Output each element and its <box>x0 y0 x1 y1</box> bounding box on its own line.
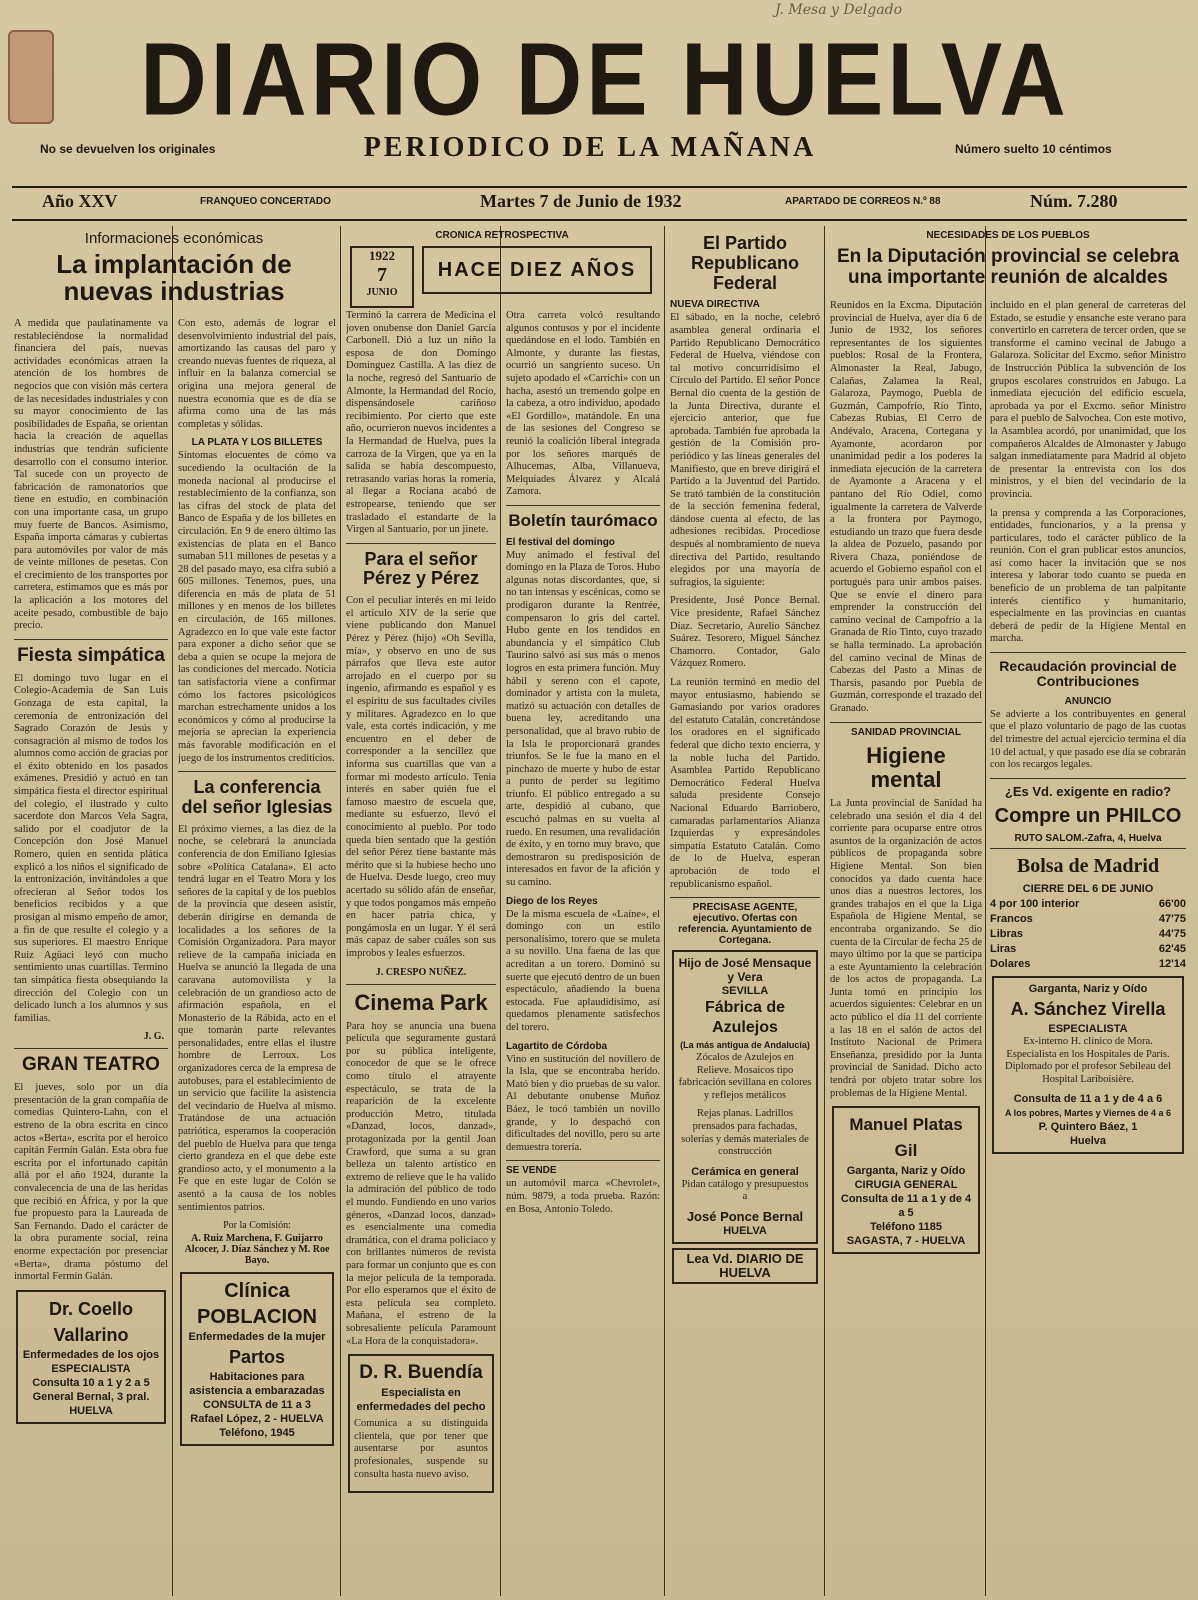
clinica-ad <box>180 1272 334 1446</box>
apartado-label: APARTADO DE CORREOS N.º 88 <box>785 196 941 207</box>
sanidad-body-continued: la prensa y comprenda a las Corporaciones, entidades, funcionarios, y a la prensa y particulares, todo el carácter público de la reunión. Con el gran publicar estos anuncios, así como hacer la invitación que se nos interesa y laborar todo cuanto se pueda en beneficio de un problema de tan palpitante interés científico y humanitario, especialmente en las provincias en cuantas deberá de pedir de la Higiene Mental en marcha. <box>990 507 1186 645</box>
diego-body: De la misma escuela de «Laíne», el domingo con un estilo personalísimo, torero que se muleta a su novillo. Una faena de las que acreditan a un torero. Dominó su suerte que ejecutó dentro de un buen espectáculo, añadiendo la buena estocada. Fue aplaudidísimo, así quedamos plenamente satisfechos del torero. <box>506 908 660 1033</box>
cronica-body-continued: Otra carreta volcó resultando algunos contusos y por el incidente quedándose en el lodo. También en Almonte, y durante las fiestas, ocurrió un sangriento suceso. Un sujeto apodado el «Carrichi» con un hacha, asestó un tremendo golpe en la cabeza, a otro individuo, apodado «El Gordillo», matándole. En una de las sesiones del Congreso se reunió la coalición liberal integrada por los señores marqués de Alhucemas, Alba, Villanueva, Melquíades Álvarez y Alcalá Zamora. <box>506 310 660 498</box>
ad-line: Huelva <box>1069 1135 1107 1148</box>
cronica-date-box <box>350 246 414 308</box>
divider <box>670 897 820 898</box>
ad-line: Garganta, Nariz y Oído <box>846 1165 966 1178</box>
divider <box>506 505 660 506</box>
cronica-day: 7 <box>377 264 387 286</box>
cinema-title: Cinema Park <box>354 989 488 1015</box>
buendia-ad <box>348 1354 494 1493</box>
vende-body: un automóvil marca «Chevrolet», núm. 9879, a toda prueba. Razón: en Bosa, Antonio Toledo. <box>506 1178 660 1215</box>
fiesta-body: El domingo tuvo lugar en el Colegio-Academia de San Luis Gonzaga de esta capital, la ceremonia de entronización del Sagrado Corazón de Jesús y consagración al mismo de todos los alumnos como acción de gracias por el éxito obtenido en los pasados exámenes. Presidió y actuó en tan simpática fiesta el director espiritual del colegio, el ilustrado y culto sacerdote don Marcos Vela Sagra, salido por el coadjutor de la Concepción don José Manuel Romero, quien en sentida plática explicó a los niños el significado de la entronización, invitándoles a que ofrecieran al Señor todos los beneficios recibidos y a que prosigan al mismo empeño de amor, a fin de que resulte el colegio y a sus superiores. El maestro Enrique Ruiz Agüaci leyó con mucho sentimiento unas cuartillas. Termino tan simpática fiesta obsequiando la dirección del Colegio con un delicado lunch a los alumnos y sus familias. <box>14 672 168 1024</box>
philco-title: Compre un PHILCO <box>994 805 1182 828</box>
cronica-title-box <box>422 246 652 294</box>
stock-row <box>990 897 1186 912</box>
ad-name: Manuel Platas Gil <box>849 1115 963 1161</box>
coello-ad <box>16 1290 166 1424</box>
diputacion-headline: En la Diputación provincial se celebra una importante reunión de alcaldes <box>836 246 1180 288</box>
ad-line: Rafael López, 2 - HUELVA <box>190 1413 324 1426</box>
ad-line: HUELVA <box>69 1404 113 1417</box>
cronica-kicker: CRONICA RETROSPECTIVA <box>435 230 569 241</box>
diputacion-body: Reunidos en la Excma. Diputación provincial de Huelva, ayer día 6 de Junio de 1932, los señores representantes de los siguientes pueblos: Rosal de la Frontera, Almonaster la Real, Jabugo, Calañas, Zalamea la Real, Galaroza, Paymogo, Puebla de Guzmán, Campofrío, Río Tinto, Cabezas Rubias, El Cerro de Andévalo, Aracena, Cortegana y Ayamonte, acordaron por unanimidad pedir a los poderes la inmediata ejecución de la carretera de Ayamonte a Aracena y el pantano del Río Odiel, como igualmente la carretera de Valverde a la frontera por Paymogo, estudiando un trazo que fuera desde la aldea de Pozuelo, pasando por Rivera Chaza, poniéndose de acuerdo el Gobierno español con el portugués para unir ambos países. Que se envíe el dinero para emprender la construcción del camino vecinal de Campofrío a la Granada de Río Tinto, cuyo trazado se halla terminado. La aprobación del camino vecinal de Minas de Cabezas del Pasto a Minas de Tharsis, pasando por Puebla de Guzmán, corresponde el trazado del Granado. <box>830 300 982 714</box>
mensaque-ad <box>672 950 818 1244</box>
party-body-continued: La reunión terminó en medio del mayor entusiasmo, habiendo se Gamasiando por varios oradores del estatuto Catalán, concretándose los oradores en el significado federal que dicho texto encierra, y la noble lucha del Partido. Asamblea Partido Republicano Democrático Federal Huelva saluda presidente Consejo Nacional Eduardo Barriobero, camaradas parlamentarios Alianza Izquierdas y expresándoles simpatía Estatuto Catalán. Como de lo de Huelva, esperan aprobación de todo el republicanismo español. <box>670 677 820 890</box>
sanidad-body: La Junta provincial de Sanidad ha celebrado una sesión el día 4 del corriente para ocuparse entre otros asuntos de la organización de actos públicos de propaganda sobre Higiene Mental. Son bien conocidos ya dado cuenta hace unos días a nuestros lectores, los grandes trabajos en el que la Liga Española de Higiene Mental, se encontraba organizando. Se dio cuenta de la Circular de fecha 25 de mayo último por la que se participa a este Ayuntamiento la celebración de los actos de propaganda. La Junta tomó en principio los acuerdos siguientes: Celebrar en un acto público el día 11 del corriente a las 18 en el salón de actos del Instituto Nacional de Primera Enseñanza, presidido por la Junta provincial de Sanidad. Dicho acto tendrá por objeto tratar sobre los problemas de la Higiene Mental. <box>830 797 982 1099</box>
ad-line: Enfermedades de los ojos <box>22 1348 160 1361</box>
ad-name: A. Sánchez Virella <box>1010 999 1166 1020</box>
year-label: Año XXV <box>42 191 118 211</box>
ad-line: Cerámica en general <box>691 1165 799 1178</box>
perez-title: Para el señor Pérez y Pérez <box>362 548 480 589</box>
cronica-header <box>346 228 658 298</box>
ad-line: Garganta, Nariz y Oído <box>1028 983 1148 996</box>
handwritten-signature: J. Mesa y Delgado <box>775 2 903 18</box>
ad-line: SAGASTA, 7 - HUELVA <box>846 1235 966 1248</box>
ad-line: Enfermedades de la mujer <box>188 1331 326 1344</box>
divider <box>14 639 168 640</box>
lea-diario-ad <box>672 1248 818 1284</box>
teatro-body: El jueves, solo por un día presentación de la gran compañía de comedias Quintero-Lahn, con el estreno de la obra escrita en cinco actos «Berta», escrita por el heroico capitán Fermín Galán. Esta obra fue escrita por el infortunado capitán allá por el año 1924, durante la convalecencia de una de las heridas que recibió en África, y por la que fue propuesto para la Laureada de San Fernando. Dado el carácter de la obra puramente social, reina enorme expectación por presenciar «Berta», drama póstumo del inmortal Fermín Galán. <box>14 1082 168 1283</box>
stock-value: 44'75 <box>1158 928 1186 941</box>
divider <box>346 543 496 544</box>
toros-body: Muy animado el festival del domingo en la Plaza de Toros. Hubo algunas notas discordantes, que, si no tan intensas y escénicas, como se prodigaron durante la Rentrée, compensaron lo gris del cartel. Hubo gente en los tendidos en abundancia y el simpático Club Taurino salvó así sus más o menos logros en esta primera función. Muy hábil y sereno con el capote, dominador y artista con la muleta, matizó su actuación con detalles de buena ley, acreditando una personalidad, que al bravo rubio de la Isla le proporcionará grandes triunfos. Se le fue la mano en el pinchazo de muerte y hubo de estar a punto de perder su legítimo triunfo. El público entregado a su arte, despidió al cubano, que escuchó palmas en su vuelta al ruedo. En resumen, una revalidación de éxito, y en torno muy bravo, que demostraron su predisposición de interesados en favor de la afición y su camino. <box>506 549 660 889</box>
column-6 <box>830 300 982 1598</box>
masthead-title: DIARIO DE HUELVA <box>140 22 1070 138</box>
column-divider <box>664 226 665 1596</box>
stock-value: 62'45 <box>1158 943 1186 956</box>
virella-ad <box>992 976 1184 1154</box>
teatro-title: GRAN TEATRO <box>22 1054 160 1076</box>
stock-row <box>990 927 1186 942</box>
lagartito-title: Lagartito de Córdoba <box>506 1040 608 1052</box>
vende-label: SE VENDE <box>506 1165 557 1177</box>
diputacion-body-continued: incluido en el plan general de carreteras del Estado, se estudie y ensanche este verano para convertirlo en carretera de tercer orden, que se transforme el camino vecinal de Jabugo a Galaroza. Solicitar del Excmo. señor Ministro de Instrucción Pública la subvención de los grupos escolares construidos en Jabugo. La inmediata ejecución del edificio escuela, aprobada ya por el Excmo. señor Ministro para el pueblo de Salvochea. Con este motivo, la Asamblea acordó, por unanimidad, que los compañeros Alcaldes de Almonaster y Jabugo salgan inmediatamente para Madrid al objeto de presentar la entrevista con los dos ministros, y el bien del vecindario de la provincia. <box>990 300 1186 500</box>
divider <box>990 652 1186 653</box>
party-title: El Partido Republicano Federal <box>690 233 799 293</box>
ad-line: Consulta de 11 a 1 y de 4 a 6 <box>1013 1093 1163 1106</box>
stock-row <box>990 912 1186 927</box>
conference-sign-label: Por la Comisión: <box>223 1220 291 1232</box>
ad-name: Dr. Coello Vallarino <box>48 1298 133 1345</box>
ad-line: Lea Vd. DIARIO DE HUELVA <box>686 1251 804 1281</box>
column-4 <box>506 310 660 1598</box>
ad-line: CIRUGIA GENERAL <box>854 1179 958 1192</box>
party-directiva: Presidente, José Ponce Bernal. Vice presidente, Rafael Sánchez Díaz. Secretario, Aurelio Sánchez Suárez. Tesorero, Miguel Sánchez Chamorro. Contador, Galo Vázquez Romero. <box>670 595 820 670</box>
lead-body-continued: Con esto, además de lograr el desenvolvimiento industrial del país, amortizando las causas del paro y creando nuevas fuentes de riqueza, al influir en la balanza comercial se origina una mejora general de nuestra economía que es de día se afirma como una de las más completas y sólidas. <box>178 318 336 430</box>
ad-name: Clínica POBLACION <box>197 1280 317 1329</box>
party-body: El sábado, en la noche, celebró asamblea general ordinaria el Partido Republicano Democrático Federal de Huelva, viéndose con tal motivo concurridísimo el Círculo del Partido. El señor Ponce Bernal dio cuenta de la gestión de la Junta Directiva, durante el ejercicio anterior, que fue aprobada. También fue aprobada la gestión de la Comisión pro-periódico y las líneas generales del Manifiesto, que en breve dirigirá el Partido a la Juventud del Partido. Se trató también de la constitución de la sección femenina federal, dándose cuenta al efecto, de las adhesiones recibidas. Procediose después al nombramiento de nueva directiva del Partido, resultando elegidos por una mayoría de sufragios, la siguiente: <box>670 312 820 588</box>
ad-line: Fábrica de Azulejos <box>704 999 786 1037</box>
ad-line: Especialista en enfermedades del pecho <box>356 1387 486 1414</box>
divider <box>990 848 1186 849</box>
stock-value: 12'14 <box>1158 958 1186 971</box>
ad-line: P. Quintero Báez, 1 <box>1038 1121 1138 1134</box>
stock-name: Liras <box>990 943 1017 956</box>
cinema-body: Para hoy se anuncia una buena película que seguramente gustará por su pública inteligente, conocedor de que se le ofrece como título el atrayente espectáculo, se trata de la reaparición de la excelente producción Metro, titulada «Danzad, locos, danzad», protagonizada por la gentil Joan Crawford, que suma a su gran belleza un talento artístico en extremo de relieve que le ha valido la admiración del público de todo el mundo. Fundiendo en uno varios géneros, «Danzad locos, danzad» es esencialmente una comedia dramática, con el drama policiaco y con brillantes números de revista para formar un conjunto que es con la mejor película de la temporada. Por ello esperamos que el éxito de esta película sea completo. Mañana, el estreno de la sobresaliente película Paramount «La Hora de la conquistadora». <box>346 1020 496 1347</box>
precisase-notice: PRECISASE AGENTE, ejecutivo. Ofertas con referencia. Ayuntamiento de Cortegana. <box>678 902 812 947</box>
lead-body: A medida que paulatinamente va restableciéndose la normalidad financiera del país, nuevas actividades económicas atraen la atención de los hombres de negocios que con visión más certera de las necesidades industriales y con su mayor conocimiento de las posibilidades de España, se orientan hacia la creación de aquellas industrias que tendrán suficiente desarrollo con el consumo interior. Tal sucede con un proyecto de fabricación de ramonatorios que tiene en estudio, en combinación con una importante casa, un grupo muy fuerte de Bancos. Asimismo, España importa cámaras y cubiertas para automóviles por valor de más de veinte millones de pesetas. Con el crecimiento de los transportes por carretera, estimamos que es más por la aplicación a los motores del aceite pesado, combustible de bajo precio. <box>14 318 168 632</box>
ad-line: General Bernal, 3 pral. <box>32 1390 150 1403</box>
divider <box>506 1160 660 1161</box>
conference-title: La conferencia del señor Iglesias <box>181 777 333 817</box>
plata-body: Síntomas elocuentes de cómo va sucediendo la ocultación de la moneda nacional al producirse el restablecimiento de la confianza, son las cifras del stock de plata del Banco de España y de los billetes en circulación. En 9 de enero último las existencias de plata en el Banco sumaban 511 millones de pesetas y a 28 del pasado mayo, esa cifra subió a 605 millones. Tenemos, pues, una diferencia en más de plata de 51 millones y en menos de los billetes en circulación, de 165 millones. Agradezco en lo que vale este factor para exponer a dicho señor que se deba a quien se ocupe la mejora de las condiciones del mercado. Noticia tan satisfactoria viene a confirmar cómo los factores psicológicos marchan estrechamente unidos a los económicos y cómo al producirse la mejoría se aprecian la experiencia más favorable modificación en el juego de los instrumentos crediticios. <box>178 450 336 764</box>
bolsa-subhead: CIERRE DEL 6 DE JUNIO <box>1022 883 1154 896</box>
cronica-month: JUNIO <box>366 287 398 298</box>
column-7 <box>990 300 1186 1598</box>
perez-signature: J. CRESPO NUÑEZ. <box>375 966 467 978</box>
platas-ad <box>832 1106 980 1254</box>
info-rule <box>12 219 1187 221</box>
stock-name: Dolares <box>990 958 1031 971</box>
stock-row <box>990 957 1186 972</box>
stock-value: 47'75 <box>1158 913 1186 926</box>
ad-name: D. R. Buendía <box>359 1362 483 1384</box>
diego-title: Diego de los Reyes <box>506 895 598 907</box>
lagartito-body: Vino en sustitución del novillero de la Isla, que se encontraba herido. Mató bien y dio pruebas de su valor. Al debutante onubense Muñoz Báez, le tocó también un novillo grande, y lo despachó con dificultades del novillo, pero su arte demuestra torería. <box>506 1053 660 1153</box>
divider <box>990 778 1186 779</box>
ad-line: (La más antigua de Andalucía) <box>680 1040 810 1051</box>
ad-line: CONSULTA de 11 a 3 <box>203 1399 311 1412</box>
top-rule <box>12 186 1187 188</box>
stock-name: Libras <box>990 928 1024 941</box>
column-divider <box>985 226 986 1596</box>
ad-body: Comunica a su distinguida clientela, que por tener que ausentarse por asuntos profesionales, suspende su consulta hasta nuevo aviso. <box>354 1418 488 1480</box>
ad-line: HUELVA <box>723 1225 767 1238</box>
philco-address: RUTO SALOM.-Zafra, 4, Huelva <box>1014 833 1162 845</box>
party-subhead: NUEVA DIRECTIVA <box>670 299 760 311</box>
cronica-title: HACE DIEZ AÑOS <box>437 259 637 281</box>
sanidad-kicker: SANIDAD PROVINCIAL <box>850 726 961 738</box>
column-divider <box>824 226 825 1596</box>
ad-line: Teléfono, 1945 <box>219 1427 295 1440</box>
recaudacion-subhead: ANUNCIO <box>1064 695 1112 707</box>
ad-line: Ex-interno H. clínico de Mora. Especialista en los Hospitales de París. Diplomado por el profesor Sebileau del Hospital Lariboisière. <box>1005 1036 1171 1085</box>
ad-line: Zócalos de Azulejos en Relieve. Mosaicos tipo fabricación sevillana en colores y reflejos metálicos <box>678 1052 812 1101</box>
library-stamp <box>8 30 54 124</box>
perez-body: Con el peculiar interés en mí leído el artículo XIV de la serie que viene publicando don Manuel Pérez y Pérez (hijo) «Oh Sevilla, mía», y observo en uno de sus párrafos que lleva este autor arrojado en el cuerpo por su ingenio, afirmando es español y es el espíritu de sus facultades civiles y militares. Agradezco en lo que vale, esta cortés indicación, y me encuentro en el deber de corresponder a la sencillez que informa sus cuartillas que van a formar mi modesto artículo. Tenía interés en saber quién fue el famoso maestro de escuela que, mediante su esfuerzo, llevó el conocimiento al pueblo. Por todo queda bien sentado que la gestión del señor Pérez tiene bastante más mérito que si la hubiese hecho uno de Huelva. Desde luego, creo muy acertado su sólido afán de enseñar, y que todos pongamos más empeño en hacer patria chica, y pongámosla en un lugar. Y él será más capaz de saber cuáles son sus improbos y leales esfuerzos. <box>346 595 496 959</box>
ad-line: Pidan catálogo y presupuestos a <box>681 1178 809 1203</box>
column-divider <box>172 226 173 1596</box>
ad-line: Teléfono 1185 <box>870 1221 942 1234</box>
column-5 <box>670 226 820 1596</box>
sanidad-title: Higiene mental <box>866 742 946 792</box>
ad-line: ESPECIALISTA <box>51 1362 131 1375</box>
cronica-body: Terminó la carrera de Medicina el joven onubense don Daniel García Carbonell. Dió a luz un niño la esposa de don Domingo Domínguez Castilla. A las diez de la noche, regresó del Santuario de Almonte, la Hermandad del Rocío, dispensándosele cariñoso recibimiento. Por cierto que este año, ocurrieron nuevos incidentes a la Hermandad de Huelva, pues la carroza de la Virgen, que ya en la salida se había descompuesto, retrasando varias horas la romería, al llegar a Rociana acabó de estropearse, teniendo que ser trasladado el estandarte de la Virgen al Santuario, por un jinete. <box>346 310 496 536</box>
divider <box>14 1048 168 1049</box>
lead-article-header <box>14 228 334 314</box>
ad-line: SEVILLA <box>721 985 769 998</box>
ad-line: A los pobres, Martes y Viernes de 4 a 6 <box>1004 1108 1172 1119</box>
column-2 <box>178 318 336 1598</box>
column-divider <box>340 226 341 1596</box>
stock-value: 66'00 <box>1158 898 1186 911</box>
toros-title: Boletín taurómaco <box>508 510 658 530</box>
issue-date: Martes 7 de Junio de 1932 <box>480 191 682 211</box>
diputacion-kicker: NECESIDADES DE LOS PUEBLOS <box>926 230 1090 241</box>
divider <box>346 984 496 985</box>
masthead-right-note: Número suelto 10 céntimos <box>955 142 1112 156</box>
ad-line: José Ponce Bernal <box>686 1209 804 1225</box>
stock-name: 4 por 100 interior <box>990 898 1080 911</box>
ad-line: ESPECIALISTA <box>1048 1023 1128 1036</box>
ad-line: Consulta 10 a 1 y 2 a 5 <box>32 1376 150 1389</box>
stock-list <box>990 897 1186 972</box>
stock-row <box>990 942 1186 957</box>
divider <box>830 722 982 723</box>
ad-line: Consulta de 11 a 1 y de 4 a 5 <box>840 1193 972 1220</box>
masthead-left-note: No se devuelven los originales <box>40 142 216 156</box>
toros-subhead: El festival del domingo <box>506 536 615 548</box>
column-3 <box>346 310 496 1598</box>
stock-name: Francos <box>990 913 1033 926</box>
lead-kicker: Informaciones económicas <box>84 230 264 247</box>
ad-name: Hijo de José Mensaque y Vera <box>678 956 812 985</box>
info-bar <box>0 191 1198 217</box>
conference-signature: A. Ruiz Marchena, F. Guijarro Alcocer, J. Díaz Sánchez y M. Roe Bayo. <box>184 1233 330 1267</box>
column-1 <box>14 318 168 1598</box>
diputacion-header <box>830 228 1186 295</box>
bolsa-title: Bolsa de Madrid <box>1016 855 1160 878</box>
issue-number: Núm. 7.280 <box>1030 191 1118 211</box>
conference-body: El próximo viernes, a las diez de la noche, se celebrará la anunciada conferencia de don Emiliano Iglesias sobre «Política Catalana». El acto tendrá lugar en el Teatro Mora y los señores de la capital y de los pueblos de la provincia que deseen asistir, deberán dirigirse en demanda de localidades a los señores de la Comisión Organizadora. Para mayor relieve de la campaña iniciada en Huelva se anunció la llegada de una caravana automovilista y la celebración de un grandioso acto de afirmación española, en el Monasterio de la Rábida, acto en el que tomarán parte relevantes personalidades, entre ellas el ilustre hombre de Lerroux. Los organizadores cerca de la empresa de autobuses, para el establecimiento de un servicio que facilite la asistencia del vecindario de Huelva al mismo. Tratándose de una actuación patriótica, esperamos la cooperación del pueblo de Huelva para que tenga cierto grandeza en el que debe este grandioso acto, y el monumento a la Fe que en este lugar de Colón se asentó a la causa de los nobles sentimientos patrios. <box>178 823 336 1213</box>
philco-question: ¿Es Vd. exigente en radio? <box>1004 783 1172 799</box>
masthead-subtitle: PERIODICO DE LA MAÑANA <box>363 132 817 163</box>
cronica-year: 1922 <box>369 248 395 263</box>
column-divider <box>500 226 501 1596</box>
recaudacion-body: Se advierte a los contribuyentes en general que el plazo voluntario de pago de las cuotas del trimestre del actual ejercicio termina el día 10 del actual, y que pasado ese día se cobrarán con los recargos legales. <box>990 708 1186 771</box>
ad-line: Habitaciones para asistencia a embarazadas <box>189 1371 325 1398</box>
divider <box>178 771 336 772</box>
plata-subhead: LA PLATA Y LOS BILLETES <box>191 437 323 449</box>
ad-line: Rejas planas. Ladrillos prensados para fachadas, solerías y demás materiales de construcción <box>681 1108 809 1158</box>
recaudacion-title: Recaudación provincial de Contribuciones <box>999 658 1177 690</box>
franqueo-label: FRANQUEO CONCERTADO <box>200 196 331 207</box>
ad-line: Partos <box>228 1347 286 1368</box>
lead-headline: La implantación de nuevas industrias <box>56 249 292 307</box>
fiesta-title: Fiesta simpática <box>17 644 165 666</box>
fiesta-signature: J. G. <box>143 1031 164 1043</box>
